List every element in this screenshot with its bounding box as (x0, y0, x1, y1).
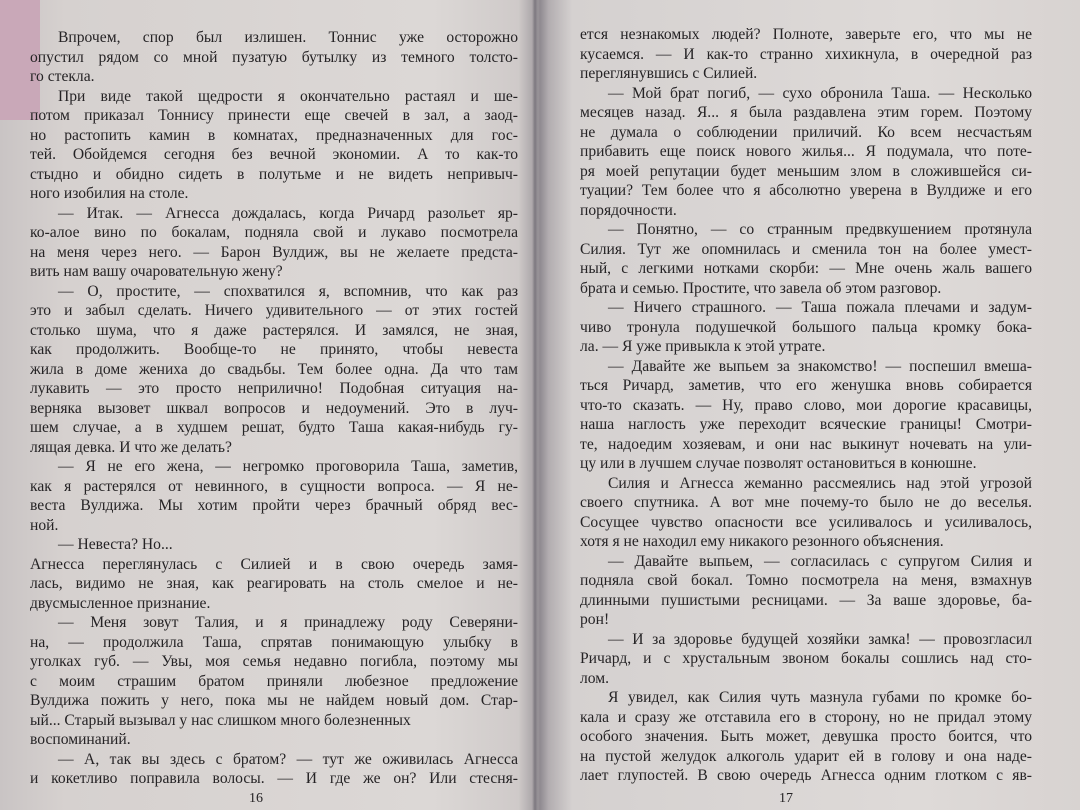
text-line: Впрочем, спор был излишен. Тоннис уже осторожно (58, 29, 518, 46)
text-line: — Давайте же выпьем за знакомство! — поспешил вмеша- (608, 357, 1032, 375)
text-line: брата и семью. Простите, что завела об этом разговор. (580, 279, 942, 297)
text-line: столько шума, что я даже растерялся. И замялся, не зная, (30, 321, 518, 339)
text-line: своего спутника. А вот мне почему-то было не до веселья. (580, 494, 1032, 511)
text-line: шем случае, а в худшем решат, будто Таша какая-нибудь гу- (30, 419, 518, 436)
text-line: подняла свой бокал. Томно посмотрела на меня, взмахнув (580, 572, 1032, 589)
text-line: — Мой брат погиб, — сухо обронила Таша. — Несколько (608, 84, 1032, 102)
text-line: — О, простите, — спохватился я, вспомнив, что как раз (58, 282, 518, 300)
text-line: лась, видимо не зная, как реагировать на столь смелое и не- (30, 575, 518, 592)
text-line: лящая девка. И что же делать? (30, 438, 232, 456)
text-line: уголках губ. — Увы, моя семья недавно погибла, поэтому мы (30, 653, 518, 670)
text-line: ный, с легкими нотками скорби: — Мне очень жаль вашего (580, 260, 1032, 277)
text-line: как продолжить. Вообще-то не принято, чтобы невеста (30, 341, 518, 358)
text-line: прибавить еще поиск нового жилья... Я подумала, что поте- (580, 143, 1032, 160)
text-line: ря моей репутации будет меньшим злом в сложившейся си- (580, 162, 1032, 180)
text-line: на, — продолжила Таша, спрятав понимающую улыбку в (30, 633, 518, 651)
text-line: Вулдижа пожить у него, пока мы не найдем новый дом. Стар- (30, 692, 518, 709)
text-line: не думала о соблюдении приличий. Ко всем несчастьям (580, 123, 1032, 141)
text-line: воспоминаний. (30, 731, 131, 748)
text-line: порядочности. (580, 201, 677, 219)
text-line: цу или в лучшем случае позволят остановиться в конюшне. (580, 455, 977, 472)
text-line: кала и сразу же отставила его в сторону, но не придал этому (580, 708, 1032, 726)
left-page (30, 0, 518, 810)
text-line: ной. (30, 516, 59, 534)
text-line: — Итак. — Агнесса дождалась, когда Ричард разольет яр- (58, 204, 518, 222)
text-line: — А, так вы здесь с братом? — тут же оживилась Агнесса (58, 750, 518, 768)
text-line: — Ничего страшного. — Таша пожала плечами и задум- (608, 299, 1032, 316)
right-page-number: 17 (779, 791, 793, 806)
text-line: верняка вызовет шквал вопросов и недоумений. Это в луч- (30, 399, 518, 417)
text-line: вить нам вашу очаровательную жену? (30, 263, 283, 280)
text-line: — Понятно, — со странным предвкушением протянула (608, 221, 1032, 238)
text-line: но растопить камин в комнатах, предназначенных для гос- (30, 126, 518, 144)
text-line: тей. Обойдемся сегодня без вечной экономии. А то как-то (30, 146, 518, 163)
text-line: это и забыл сделать. Ничего удивительного — от этих гостей (30, 302, 518, 319)
text-line: стыдно и обидно сидеть в полутьме и не видеть непривыч- (30, 165, 518, 183)
text-line: хотя я не находил ему никакого резонного объяснения. (580, 533, 944, 550)
text-line: Ричард, и с хрустальным звоном бокалы сошлись над сто- (580, 650, 1032, 667)
text-line: те, надоедим хозяевам, и они нас выкинут ночевать на ули- (580, 435, 1032, 453)
text-line: кусаемся. — И как-то странно хихикнула, в очередной раз (580, 45, 1032, 63)
text-line: — Я не его жена, — негромко проговорила Таша, заметив, (58, 458, 518, 475)
text-line: ла. — Я уже привыкла к этой утрате. (580, 338, 826, 355)
text-line: на пустой желудок алкоголь ударит ей в голову и она наде- (580, 747, 1032, 765)
text-line: При виде такой щедрости я окончательно растаял и ше- (58, 87, 518, 105)
text-line: опустил рядом со мной пузатую бутылку из темного толсто- (30, 48, 518, 66)
text-line: наша наглость уже переходит всяческие границы! Смотри- (580, 416, 1032, 433)
text-line: Силия. Тут же опомнилась и сменила тон на более умест- (580, 240, 1032, 258)
text-line: чиво тронула подушечкой большого пальца кромку бока- (580, 318, 1032, 336)
text-line: ться Ричард, заметив, что его женушка вновь собирается (580, 377, 1032, 394)
text-line: ного изобилия на столе. (30, 185, 189, 202)
text-line: месяцев назад. Я... я была раздавлена этим горем. Поэтому (580, 104, 1032, 121)
left-page-number: 16 (249, 791, 263, 806)
text-line: длинными пушистыми ресницами. — За ваше здоровье, ба- (580, 591, 1032, 609)
text-line: и кокетливо поправила волосы. — И где же он? Или стесня- (30, 770, 518, 787)
text-line: туации? Тем более что я абсолютно уверена в Вулдиже и его (580, 182, 1032, 199)
text-line: как я растерялся от невинного, в сущности вопроса. — Я не- (30, 477, 518, 495)
text-line: Я увидел, как Силия чуть мазнула губами по кромке бо- (608, 689, 1032, 706)
text-line: переглянувшись с Силией. (580, 65, 758, 82)
text-line: Силия и Агнесса жеманно рассмеялись над этой угрозой (608, 474, 1032, 492)
text-line: что-то сказать. — Ну, право слово, мои дорогие красавицы, (580, 396, 1032, 414)
text-line: с моим страшим братом приняли любезное предложение (30, 672, 518, 690)
text-line: на меня через него. — Барон Вулдиж, вы не желаете предста- (30, 243, 518, 261)
text-line: ый... Старый вызывал у нас слишком много болезненных (30, 711, 411, 729)
text-line: особого значения. Быть может, девушка просто боится, что (580, 728, 1032, 745)
text-line: жила в доме жениха до свадьбы. Тем более одна. Да что там (30, 360, 518, 378)
text-line: ко-алое вино по бокалам, подняла свой и лукаво посмотрела (30, 224, 518, 241)
text-line: потом приказал Тоннису принести еще свечей в зал, а заод- (30, 107, 518, 124)
text-line: — Давайте выпьем, — согласилась с супругом Силия и (608, 552, 1032, 570)
book-spine (532, 0, 538, 810)
text-line: го стекла. (30, 68, 95, 85)
text-line: лает глупостей. В свою очередь Агнесса одним глотком с яв- (580, 767, 1032, 784)
text-line: Агнесса переглянулась с Силией и в свою очередь замя- (30, 555, 518, 573)
text-line: — Меня зовут Талия, и я принадлежу роду Северяни- (58, 614, 518, 631)
text-line: ется незнакомых людей? Полноте, заверьте его, что мы не (580, 26, 1032, 43)
text-line: — Невеста? Но... (58, 536, 173, 553)
text-line: — И за здоровье будущей хозяйки замка! — провозгласил (608, 630, 1032, 648)
right-page (580, 0, 1032, 810)
text-line: лом. (580, 669, 610, 687)
text-line: лукавить — это просто неприлично! Подобная ситуация на- (30, 380, 518, 397)
text-line: двусмысленное признание. (30, 594, 211, 612)
text-line: веста Вулдижа. Мы хотим пройти через брачный обряд вес- (30, 497, 518, 514)
text-line: рон! (580, 611, 610, 628)
text-line: Сосущее чувство опасности все усиливалось и усиливалось, (580, 513, 1032, 531)
